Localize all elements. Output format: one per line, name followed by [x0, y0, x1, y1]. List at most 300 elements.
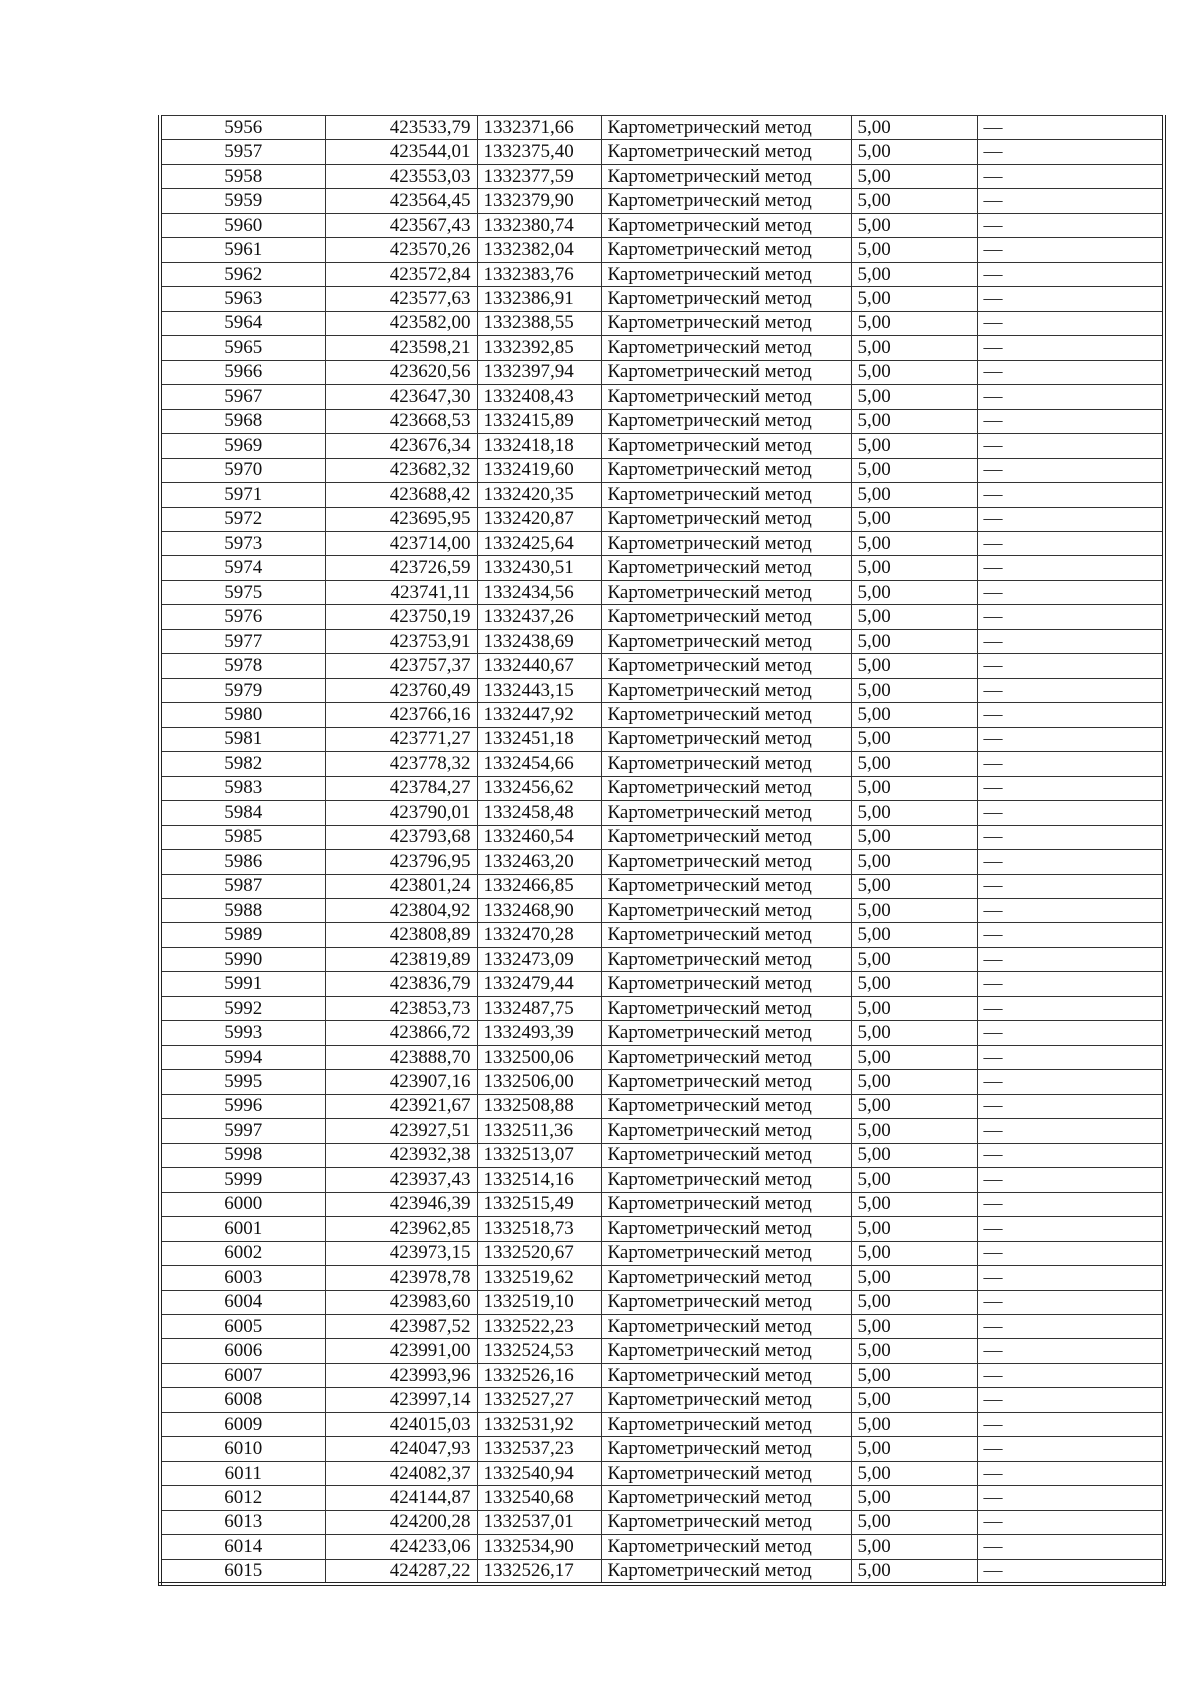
table-row	[160, 629, 1164, 653]
method-cell: Картометрический метод	[601, 140, 851, 164]
x-coordinate-cell: 423598,21	[325, 336, 477, 360]
x-coordinate-cell: 423533,79	[325, 116, 477, 140]
point-number-cell: 6013	[160, 1510, 325, 1534]
note-cell: —	[977, 1192, 1164, 1216]
point-number-cell: 6000	[160, 1192, 325, 1216]
point-number-cell: 5987	[160, 874, 325, 898]
method-cell: Картометрический метод	[601, 1437, 851, 1461]
x-coordinate-cell: 424233,06	[325, 1535, 477, 1559]
point-number-cell: 5991	[160, 972, 325, 996]
y-coordinate-cell: 1332519,62	[477, 1266, 601, 1290]
x-coordinate-cell: 423973,15	[325, 1241, 477, 1265]
note-cell: —	[977, 287, 1164, 311]
point-number-cell: 5995	[160, 1070, 325, 1094]
y-coordinate-cell: 1332408,43	[477, 385, 601, 409]
method-cell: Картометрический метод	[601, 336, 851, 360]
y-coordinate-cell: 1332540,68	[477, 1486, 601, 1510]
method-cell: Картометрический метод	[601, 874, 851, 898]
accuracy-cell: 5,00	[851, 1314, 977, 1338]
table-row	[160, 507, 1164, 531]
accuracy-cell: 5,00	[851, 164, 977, 188]
note-cell: —	[977, 1143, 1164, 1167]
method-cell: Картометрический метод	[601, 947, 851, 971]
accuracy-cell: 5,00	[851, 434, 977, 458]
y-coordinate-cell: 1332419,60	[477, 458, 601, 482]
accuracy-cell: 5,00	[851, 1119, 977, 1143]
accuracy-cell: 5,00	[851, 1290, 977, 1314]
y-coordinate-cell: 1332520,67	[477, 1241, 601, 1265]
y-coordinate-cell: 1332388,55	[477, 311, 601, 335]
y-coordinate-cell: 1332382,04	[477, 238, 601, 262]
point-number-cell: 6004	[160, 1290, 325, 1314]
y-coordinate-cell: 1332537,23	[477, 1437, 601, 1461]
accuracy-cell: 5,00	[851, 1241, 977, 1265]
note-cell: —	[977, 580, 1164, 604]
method-cell: Картометрический метод	[601, 507, 851, 531]
table-row	[160, 947, 1164, 971]
x-coordinate-cell: 423836,79	[325, 972, 477, 996]
point-number-cell: 6012	[160, 1486, 325, 1510]
y-coordinate-cell: 1332377,59	[477, 164, 601, 188]
accuracy-cell: 5,00	[851, 360, 977, 384]
y-coordinate-cell: 1332526,16	[477, 1363, 601, 1387]
coordinates-table	[158, 115, 1166, 1586]
note-cell: —	[977, 1021, 1164, 1045]
point-number-cell: 5970	[160, 458, 325, 482]
method-cell: Картометрический метод	[601, 850, 851, 874]
x-coordinate-cell: 423946,39	[325, 1192, 477, 1216]
method-cell: Картометрический метод	[601, 1388, 851, 1412]
method-cell: Картометрический метод	[601, 1412, 851, 1436]
note-cell: —	[977, 531, 1164, 555]
table-row	[160, 1461, 1164, 1485]
accuracy-cell: 5,00	[851, 556, 977, 580]
x-coordinate-cell: 423757,37	[325, 654, 477, 678]
note-cell: —	[977, 336, 1164, 360]
x-coordinate-cell: 423907,16	[325, 1070, 477, 1094]
accuracy-cell: 5,00	[851, 1266, 977, 1290]
note-cell: —	[977, 483, 1164, 507]
method-cell: Картометрический метод	[601, 483, 851, 507]
point-number-cell: 5981	[160, 727, 325, 751]
accuracy-cell: 5,00	[851, 1168, 977, 1192]
x-coordinate-cell: 423790,01	[325, 801, 477, 825]
table-row	[160, 972, 1164, 996]
y-coordinate-cell: 1332458,48	[477, 801, 601, 825]
accuracy-cell: 5,00	[851, 1486, 977, 1510]
point-number-cell: 5992	[160, 996, 325, 1020]
note-cell: —	[977, 605, 1164, 629]
accuracy-cell: 5,00	[851, 703, 977, 727]
point-number-cell: 5997	[160, 1119, 325, 1143]
x-coordinate-cell: 423819,89	[325, 947, 477, 971]
method-cell: Картометрический метод	[601, 1143, 851, 1167]
point-number-cell: 6006	[160, 1339, 325, 1363]
accuracy-cell: 5,00	[851, 605, 977, 629]
table-row	[160, 923, 1164, 947]
method-cell: Картометрический метод	[601, 1314, 851, 1338]
method-cell: Картометрический метод	[601, 531, 851, 555]
x-coordinate-cell: 423572,84	[325, 262, 477, 286]
note-cell: —	[977, 1339, 1164, 1363]
y-coordinate-cell: 1332386,91	[477, 287, 601, 311]
method-cell: Картометрический метод	[601, 703, 851, 727]
point-number-cell: 5957	[160, 140, 325, 164]
accuracy-cell: 5,00	[851, 899, 977, 923]
x-coordinate-cell: 423991,00	[325, 1339, 477, 1363]
table-row	[160, 360, 1164, 384]
point-number-cell: 5977	[160, 629, 325, 653]
accuracy-cell: 5,00	[851, 1339, 977, 1363]
method-cell: Картометрический метод	[601, 1266, 851, 1290]
method-cell: Картометрический метод	[601, 116, 851, 140]
point-number-cell: 5959	[160, 189, 325, 213]
table-row	[160, 1486, 1164, 1510]
y-coordinate-cell: 1332463,20	[477, 850, 601, 874]
table-row	[160, 262, 1164, 286]
accuracy-cell: 5,00	[851, 1021, 977, 1045]
y-coordinate-cell: 1332434,56	[477, 580, 601, 604]
note-cell: —	[977, 360, 1164, 384]
note-cell: —	[977, 972, 1164, 996]
y-coordinate-cell: 1332447,92	[477, 703, 601, 727]
x-coordinate-cell: 424082,37	[325, 1461, 477, 1485]
method-cell: Картометрический метод	[601, 752, 851, 776]
x-coordinate-cell: 423997,14	[325, 1388, 477, 1412]
note-cell: —	[977, 238, 1164, 262]
y-coordinate-cell: 1332375,40	[477, 140, 601, 164]
method-cell: Картометрический метод	[601, 238, 851, 262]
point-number-cell: 5964	[160, 311, 325, 335]
table-row	[160, 899, 1164, 923]
x-coordinate-cell: 423808,89	[325, 923, 477, 947]
accuracy-cell: 5,00	[851, 336, 977, 360]
point-number-cell: 5962	[160, 262, 325, 286]
method-cell: Картометрический метод	[601, 262, 851, 286]
table-row	[160, 801, 1164, 825]
table-row	[160, 825, 1164, 849]
x-coordinate-cell: 424287,22	[325, 1559, 477, 1584]
note-cell: —	[977, 899, 1164, 923]
point-number-cell: 5978	[160, 654, 325, 678]
y-coordinate-cell: 1332438,69	[477, 629, 601, 653]
note-cell: —	[977, 262, 1164, 286]
accuracy-cell: 5,00	[851, 507, 977, 531]
table-row	[160, 287, 1164, 311]
point-number-cell: 5958	[160, 164, 325, 188]
table-row	[160, 580, 1164, 604]
accuracy-cell: 5,00	[851, 140, 977, 164]
x-coordinate-cell: 423741,11	[325, 580, 477, 604]
method-cell: Картометрический метод	[601, 1559, 851, 1584]
x-coordinate-cell: 424144,87	[325, 1486, 477, 1510]
method-cell: Картометрический метод	[601, 1535, 851, 1559]
method-cell: Картометрический метод	[601, 1192, 851, 1216]
table-row	[160, 385, 1164, 409]
point-number-cell: 5979	[160, 678, 325, 702]
x-coordinate-cell: 423771,27	[325, 727, 477, 751]
point-number-cell: 6002	[160, 1241, 325, 1265]
table-row	[160, 140, 1164, 164]
accuracy-cell: 5,00	[851, 874, 977, 898]
table-row	[160, 483, 1164, 507]
note-cell: —	[977, 1363, 1164, 1387]
table-row	[160, 1437, 1164, 1461]
x-coordinate-cell: 423987,52	[325, 1314, 477, 1338]
y-coordinate-cell: 1332522,23	[477, 1314, 601, 1338]
y-coordinate-cell: 1332415,89	[477, 409, 601, 433]
method-cell: Картометрический метод	[601, 923, 851, 947]
table-row	[160, 1290, 1164, 1314]
note-cell: —	[977, 1094, 1164, 1118]
note-cell: —	[977, 727, 1164, 751]
x-coordinate-cell: 423962,85	[325, 1217, 477, 1241]
table-row	[160, 238, 1164, 262]
point-number-cell: 5980	[160, 703, 325, 727]
x-coordinate-cell: 423695,95	[325, 507, 477, 531]
y-coordinate-cell: 1332514,16	[477, 1168, 601, 1192]
accuracy-cell: 5,00	[851, 1559, 977, 1584]
accuracy-cell: 5,00	[851, 531, 977, 555]
point-number-cell: 5996	[160, 1094, 325, 1118]
note-cell: —	[977, 1241, 1164, 1265]
note-cell: —	[977, 556, 1164, 580]
x-coordinate-cell: 423866,72	[325, 1021, 477, 1045]
y-coordinate-cell: 1332479,44	[477, 972, 601, 996]
table-row	[160, 874, 1164, 898]
point-number-cell: 5982	[160, 752, 325, 776]
table-row	[160, 164, 1164, 188]
x-coordinate-cell: 423937,43	[325, 1168, 477, 1192]
point-number-cell: 5965	[160, 336, 325, 360]
x-coordinate-cell: 423753,91	[325, 629, 477, 653]
y-coordinate-cell: 1332540,94	[477, 1461, 601, 1485]
table-row	[160, 1119, 1164, 1143]
table-row	[160, 996, 1164, 1020]
accuracy-cell: 5,00	[851, 1217, 977, 1241]
accuracy-cell: 5,00	[851, 1535, 977, 1559]
note-cell: —	[977, 1290, 1164, 1314]
table-row	[160, 1412, 1164, 1436]
point-number-cell: 6011	[160, 1461, 325, 1485]
x-coordinate-cell: 423577,63	[325, 287, 477, 311]
accuracy-cell: 5,00	[851, 1143, 977, 1167]
point-number-cell: 5985	[160, 825, 325, 849]
table-row	[160, 1388, 1164, 1412]
x-coordinate-cell: 423801,24	[325, 874, 477, 898]
x-coordinate-cell: 423570,26	[325, 238, 477, 262]
y-coordinate-cell: 1332519,10	[477, 1290, 601, 1314]
x-coordinate-cell: 423668,53	[325, 409, 477, 433]
method-cell: Картометрический метод	[601, 1045, 851, 1069]
point-number-cell: 6015	[160, 1559, 325, 1584]
point-number-cell: 5972	[160, 507, 325, 531]
table-row	[160, 1339, 1164, 1363]
x-coordinate-cell: 423978,78	[325, 1266, 477, 1290]
x-coordinate-cell: 423714,00	[325, 531, 477, 555]
x-coordinate-cell: 423726,59	[325, 556, 477, 580]
x-coordinate-cell: 423778,32	[325, 752, 477, 776]
point-number-cell: 5963	[160, 287, 325, 311]
x-coordinate-cell: 423544,01	[325, 140, 477, 164]
note-cell: —	[977, 1535, 1164, 1559]
note-cell: —	[977, 850, 1164, 874]
y-coordinate-cell: 1332443,15	[477, 678, 601, 702]
accuracy-cell: 5,00	[851, 1461, 977, 1485]
y-coordinate-cell: 1332420,35	[477, 483, 601, 507]
note-cell: —	[977, 409, 1164, 433]
note-cell: —	[977, 140, 1164, 164]
note-cell: —	[977, 213, 1164, 237]
note-cell: —	[977, 654, 1164, 678]
point-number-cell: 5960	[160, 213, 325, 237]
x-coordinate-cell: 423647,30	[325, 385, 477, 409]
note-cell: —	[977, 1168, 1164, 1192]
point-number-cell: 6010	[160, 1437, 325, 1461]
table-row	[160, 1510, 1164, 1534]
method-cell: Картометрический метод	[601, 1094, 851, 1118]
note-cell: —	[977, 947, 1164, 971]
accuracy-cell: 5,00	[851, 1388, 977, 1412]
accuracy-cell: 5,00	[851, 1363, 977, 1387]
x-coordinate-cell: 423993,96	[325, 1363, 477, 1387]
x-coordinate-cell: 423927,51	[325, 1119, 477, 1143]
method-cell: Картометрический метод	[601, 189, 851, 213]
y-coordinate-cell: 1332511,36	[477, 1119, 601, 1143]
y-coordinate-cell: 1332537,01	[477, 1510, 601, 1534]
table-row	[160, 409, 1164, 433]
note-cell: —	[977, 1314, 1164, 1338]
method-cell: Картометрический метод	[601, 996, 851, 1020]
y-coordinate-cell: 1332380,74	[477, 213, 601, 237]
note-cell: —	[977, 1217, 1164, 1241]
y-coordinate-cell: 1332397,94	[477, 360, 601, 384]
table-row	[160, 1070, 1164, 1094]
x-coordinate-cell: 423804,92	[325, 899, 477, 923]
method-cell: Картометрический метод	[601, 1461, 851, 1485]
method-cell: Картометрический метод	[601, 1339, 851, 1363]
x-coordinate-cell: 423688,42	[325, 483, 477, 507]
note-cell: —	[977, 1461, 1164, 1485]
x-coordinate-cell: 423921,67	[325, 1094, 477, 1118]
point-number-cell: 5990	[160, 947, 325, 971]
x-coordinate-cell: 423932,38	[325, 1143, 477, 1167]
table-row	[160, 336, 1164, 360]
table-row	[160, 1168, 1164, 1192]
accuracy-cell: 5,00	[851, 1070, 977, 1094]
note-cell: —	[977, 923, 1164, 947]
point-number-cell: 5988	[160, 899, 325, 923]
note-cell: —	[977, 1266, 1164, 1290]
accuracy-cell: 5,00	[851, 311, 977, 335]
x-coordinate-cell: 423766,16	[325, 703, 477, 727]
point-number-cell: 6014	[160, 1535, 325, 1559]
accuracy-cell: 5,00	[851, 1045, 977, 1069]
table-row	[160, 678, 1164, 702]
method-cell: Картометрический метод	[601, 1363, 851, 1387]
table-row	[160, 1314, 1164, 1338]
accuracy-cell: 5,00	[851, 972, 977, 996]
method-cell: Картометрический метод	[601, 1168, 851, 1192]
note-cell: —	[977, 801, 1164, 825]
y-coordinate-cell: 1332508,88	[477, 1094, 601, 1118]
table-row	[160, 531, 1164, 555]
method-cell: Картометрический метод	[601, 1510, 851, 1534]
y-coordinate-cell: 1332379,90	[477, 189, 601, 213]
y-coordinate-cell: 1332425,64	[477, 531, 601, 555]
table-row	[160, 776, 1164, 800]
accuracy-cell: 5,00	[851, 238, 977, 262]
table-row	[160, 1045, 1164, 1069]
table-row	[160, 1094, 1164, 1118]
accuracy-cell: 5,00	[851, 287, 977, 311]
accuracy-cell: 5,00	[851, 678, 977, 702]
table-row	[160, 1143, 1164, 1167]
accuracy-cell: 5,00	[851, 1192, 977, 1216]
x-coordinate-cell: 423784,27	[325, 776, 477, 800]
x-coordinate-cell: 423853,73	[325, 996, 477, 1020]
note-cell: —	[977, 458, 1164, 482]
accuracy-cell: 5,00	[851, 116, 977, 140]
note-cell: —	[977, 825, 1164, 849]
method-cell: Картометрический метод	[601, 801, 851, 825]
method-cell: Картометрический метод	[601, 360, 851, 384]
accuracy-cell: 5,00	[851, 996, 977, 1020]
point-number-cell: 6008	[160, 1388, 325, 1412]
y-coordinate-cell: 1332470,28	[477, 923, 601, 947]
note-cell: —	[977, 1510, 1164, 1534]
method-cell: Картометрический метод	[601, 629, 851, 653]
method-cell: Картометрический метод	[601, 385, 851, 409]
note-cell: —	[977, 385, 1164, 409]
y-coordinate-cell: 1332454,66	[477, 752, 601, 776]
accuracy-cell: 5,00	[851, 1094, 977, 1118]
method-cell: Картометрический метод	[601, 899, 851, 923]
y-coordinate-cell: 1332506,00	[477, 1070, 601, 1094]
x-coordinate-cell: 423793,68	[325, 825, 477, 849]
method-cell: Картометрический метод	[601, 605, 851, 629]
y-coordinate-cell: 1332392,85	[477, 336, 601, 360]
x-coordinate-cell: 423676,34	[325, 434, 477, 458]
method-cell: Картометрический метод	[601, 1217, 851, 1241]
accuracy-cell: 5,00	[851, 850, 977, 874]
note-cell: —	[977, 996, 1164, 1020]
point-number-cell: 5983	[160, 776, 325, 800]
y-coordinate-cell: 1332473,09	[477, 947, 601, 971]
table-row	[160, 850, 1164, 874]
point-number-cell: 5976	[160, 605, 325, 629]
table-row	[160, 311, 1164, 335]
accuracy-cell: 5,00	[851, 262, 977, 286]
accuracy-cell: 5,00	[851, 1510, 977, 1534]
note-cell: —	[977, 1388, 1164, 1412]
y-coordinate-cell: 1332460,54	[477, 825, 601, 849]
y-coordinate-cell: 1332515,49	[477, 1192, 601, 1216]
x-coordinate-cell: 423564,45	[325, 189, 477, 213]
table-row	[160, 703, 1164, 727]
table-row	[160, 1363, 1164, 1387]
method-cell: Картометрический метод	[601, 1119, 851, 1143]
note-cell: —	[977, 776, 1164, 800]
method-cell: Картометрический метод	[601, 825, 851, 849]
table-row	[160, 458, 1164, 482]
y-coordinate-cell: 1332468,90	[477, 899, 601, 923]
accuracy-cell: 5,00	[851, 801, 977, 825]
note-cell: —	[977, 311, 1164, 335]
point-number-cell: 6001	[160, 1217, 325, 1241]
x-coordinate-cell: 423620,56	[325, 360, 477, 384]
method-cell: Картометрический метод	[601, 213, 851, 237]
